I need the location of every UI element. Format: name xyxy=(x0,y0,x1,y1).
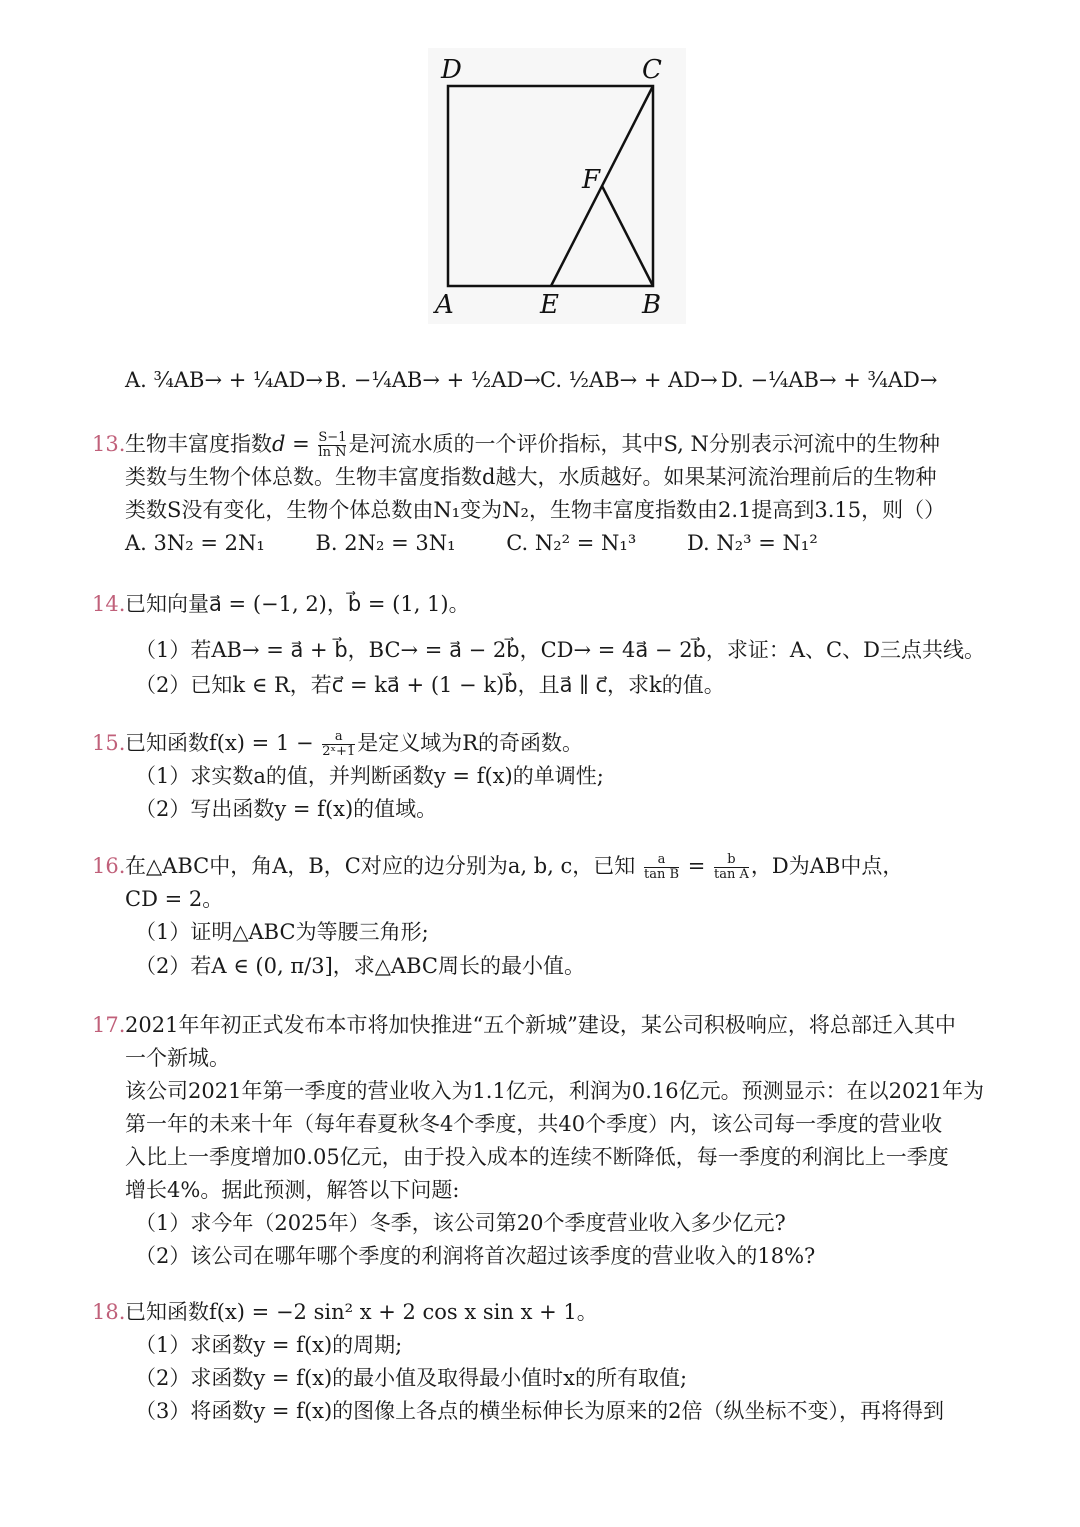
question-line: 已知向量a⃗ = (−1, 2)，b⃗ = (1, 1)。 xyxy=(125,592,470,616)
subquestion-1: （1）求函数y = f(x)的周期; xyxy=(135,1333,403,1357)
label-e: E xyxy=(540,290,559,320)
question-line: CD = 2。 xyxy=(125,887,224,911)
question-number: 15. xyxy=(92,731,126,755)
question-line: 生物丰富度指数d = $\frac{S-1}{\text{ln N}}$ 是河流水质的一个评价指标，其中S, N分别表示河流中的生物种 xyxy=(125,430,940,460)
question-number: 14. xyxy=(92,592,126,616)
fraction-denominator: tan A xyxy=(714,867,749,882)
question-text: 在△ABC中，角A，B，C对应的边分别为a, b, c，已知 xyxy=(125,854,636,878)
question-line: 入比上一季度增加0.05亿元，由于投入成本的连续不断降低，每一季度的利润比上一季度 xyxy=(125,1145,949,1169)
q13-option-a: A. 3N₂ = 2N₁ xyxy=(125,531,265,555)
fraction-a-tanb xyxy=(644,853,679,882)
geometry-figure xyxy=(428,48,686,324)
q12-option-a: A. ¾AB→ + ¼AD→ xyxy=(125,368,323,392)
fraction-numerator: S−1 xyxy=(318,430,347,445)
q12-option-b: B. −¼AB→ + ½AD→ xyxy=(325,368,541,392)
question-text: ，D为AB中点， xyxy=(750,854,904,878)
square-triangle-diagram xyxy=(428,48,686,324)
subquestion-2: （2）写出函数y = f(x)的值域。 xyxy=(135,797,438,821)
question-number: 13. xyxy=(92,432,126,456)
q13-option-c: C. N₂² = N₁³ xyxy=(506,531,637,555)
question-line: 类数S没有变化，生物个体总数由N₁变为N₂，生物丰富度指数由2.1提高到3.15，则（） xyxy=(125,498,946,522)
equals-sign: = xyxy=(687,854,706,878)
question-number: 17. xyxy=(92,1013,126,1037)
q13-options xyxy=(125,527,818,560)
fraction-numerator: b xyxy=(727,852,736,867)
fraction-numerator: a xyxy=(334,729,343,744)
fraction-denominator: ln N xyxy=(318,445,347,460)
question-number: 16. xyxy=(92,854,126,878)
fraction-denominator: tan B xyxy=(643,867,680,882)
fraction-denominator: 2ˣ+1 xyxy=(322,744,356,759)
label-c: C xyxy=(642,55,662,85)
question-text: 是定义域为R的奇函数。 xyxy=(357,731,584,755)
question-text: 是河流水质的一个评价指标，其中S, N分别表示河流中的生物种 xyxy=(348,432,940,456)
subquestion-2: （2）求函数y = f(x)的最小值及取得最小值时x的所有取值; xyxy=(135,1366,688,1390)
question-text: 已知函数f(x) = 1 − xyxy=(125,731,314,755)
question-line: 该公司2021年第一季度的营业收入为1.1亿元，利润为0.16亿元。预测显示：在以2021年为 xyxy=(125,1079,985,1103)
subquestion-1: （1）求今年（2025年）冬季，该公司第20个季度营业收入多少亿元? xyxy=(135,1211,786,1235)
question-line: 已知函数f(x) = −2 sin² x + 2 cos x sin x + 1。 xyxy=(125,1300,598,1324)
question-number: 18. xyxy=(92,1300,126,1324)
question-line xyxy=(125,850,903,883)
label-a: A xyxy=(435,290,454,320)
question-line: 第一年的未来十年（每年春夏秋冬4个季度，共40个季度）内，该公司每一季度的营业收 xyxy=(125,1112,943,1136)
subquestion-2: （2）若A ∈ (0, π/3]，求△ABC周长的最小值。 xyxy=(135,954,585,978)
square-abcd xyxy=(448,86,653,286)
question-text: 生物丰富度指数 xyxy=(125,432,272,456)
label-d: D xyxy=(441,55,462,85)
fraction-a xyxy=(322,730,355,759)
q12-option-c: C. ½AB→ + AD→ xyxy=(540,368,718,392)
subquestion-1: （1）证明△ABC为等腰三角形; xyxy=(135,920,429,944)
question-line: 类数与生物个体总数。生物丰富度指数d越大，水质越好。如果某河流治理前后的生物种 xyxy=(125,465,937,489)
q12-option-d: D. −¼AB→ + ¾AD→ xyxy=(721,368,938,392)
subquestion-1: （1）若AB→ = a⃗ + b⃗，BC→ = a⃗ − 2b⃗，CD→ = 4a⃗ − 2b⃗，求证：A、C、D三点共线。 xyxy=(135,638,985,662)
label-b: B xyxy=(642,290,662,320)
fraction-numerator: a xyxy=(657,852,666,867)
question-line xyxy=(125,727,583,760)
question-line: 一个新城。 xyxy=(125,1046,230,1070)
variable-d: d xyxy=(272,432,286,456)
question-line: 增长4%。据此预测，解答以下问题: xyxy=(125,1178,460,1202)
fraction-d xyxy=(318,431,346,460)
subquestion-2: （2）该公司在哪年哪个季度的利润将首次超过该季度的营业收入的18%? xyxy=(135,1244,816,1268)
subquestion-1: （1）求实数a的值，并判断函数y = f(x)的单调性; xyxy=(135,764,604,788)
q13-option-d: D. N₂³ = N₁² xyxy=(686,531,818,555)
question-line: 2021年年初正式发布本市将加快推进“五个新城”建设，某公司积极响应，将总部迁入其中 xyxy=(125,1013,956,1037)
segment-fb xyxy=(602,186,653,286)
subquestion-2: （2）已知k ∈ R，若c⃗ = ka⃗ + (1 − k)b⃗，且a⃗ ∥ c⃗，求k的值。 xyxy=(135,673,725,697)
label-f: F xyxy=(582,165,601,195)
subquestion-3: （3）将函数y = f(x)的图像上各点的横坐标伸长为原来的2倍（纵坐标不变），再将得到 xyxy=(135,1399,945,1423)
fraction-b-tana xyxy=(714,853,749,882)
q13-option-b: B. 2N₂ = 3N₁ xyxy=(315,531,456,555)
